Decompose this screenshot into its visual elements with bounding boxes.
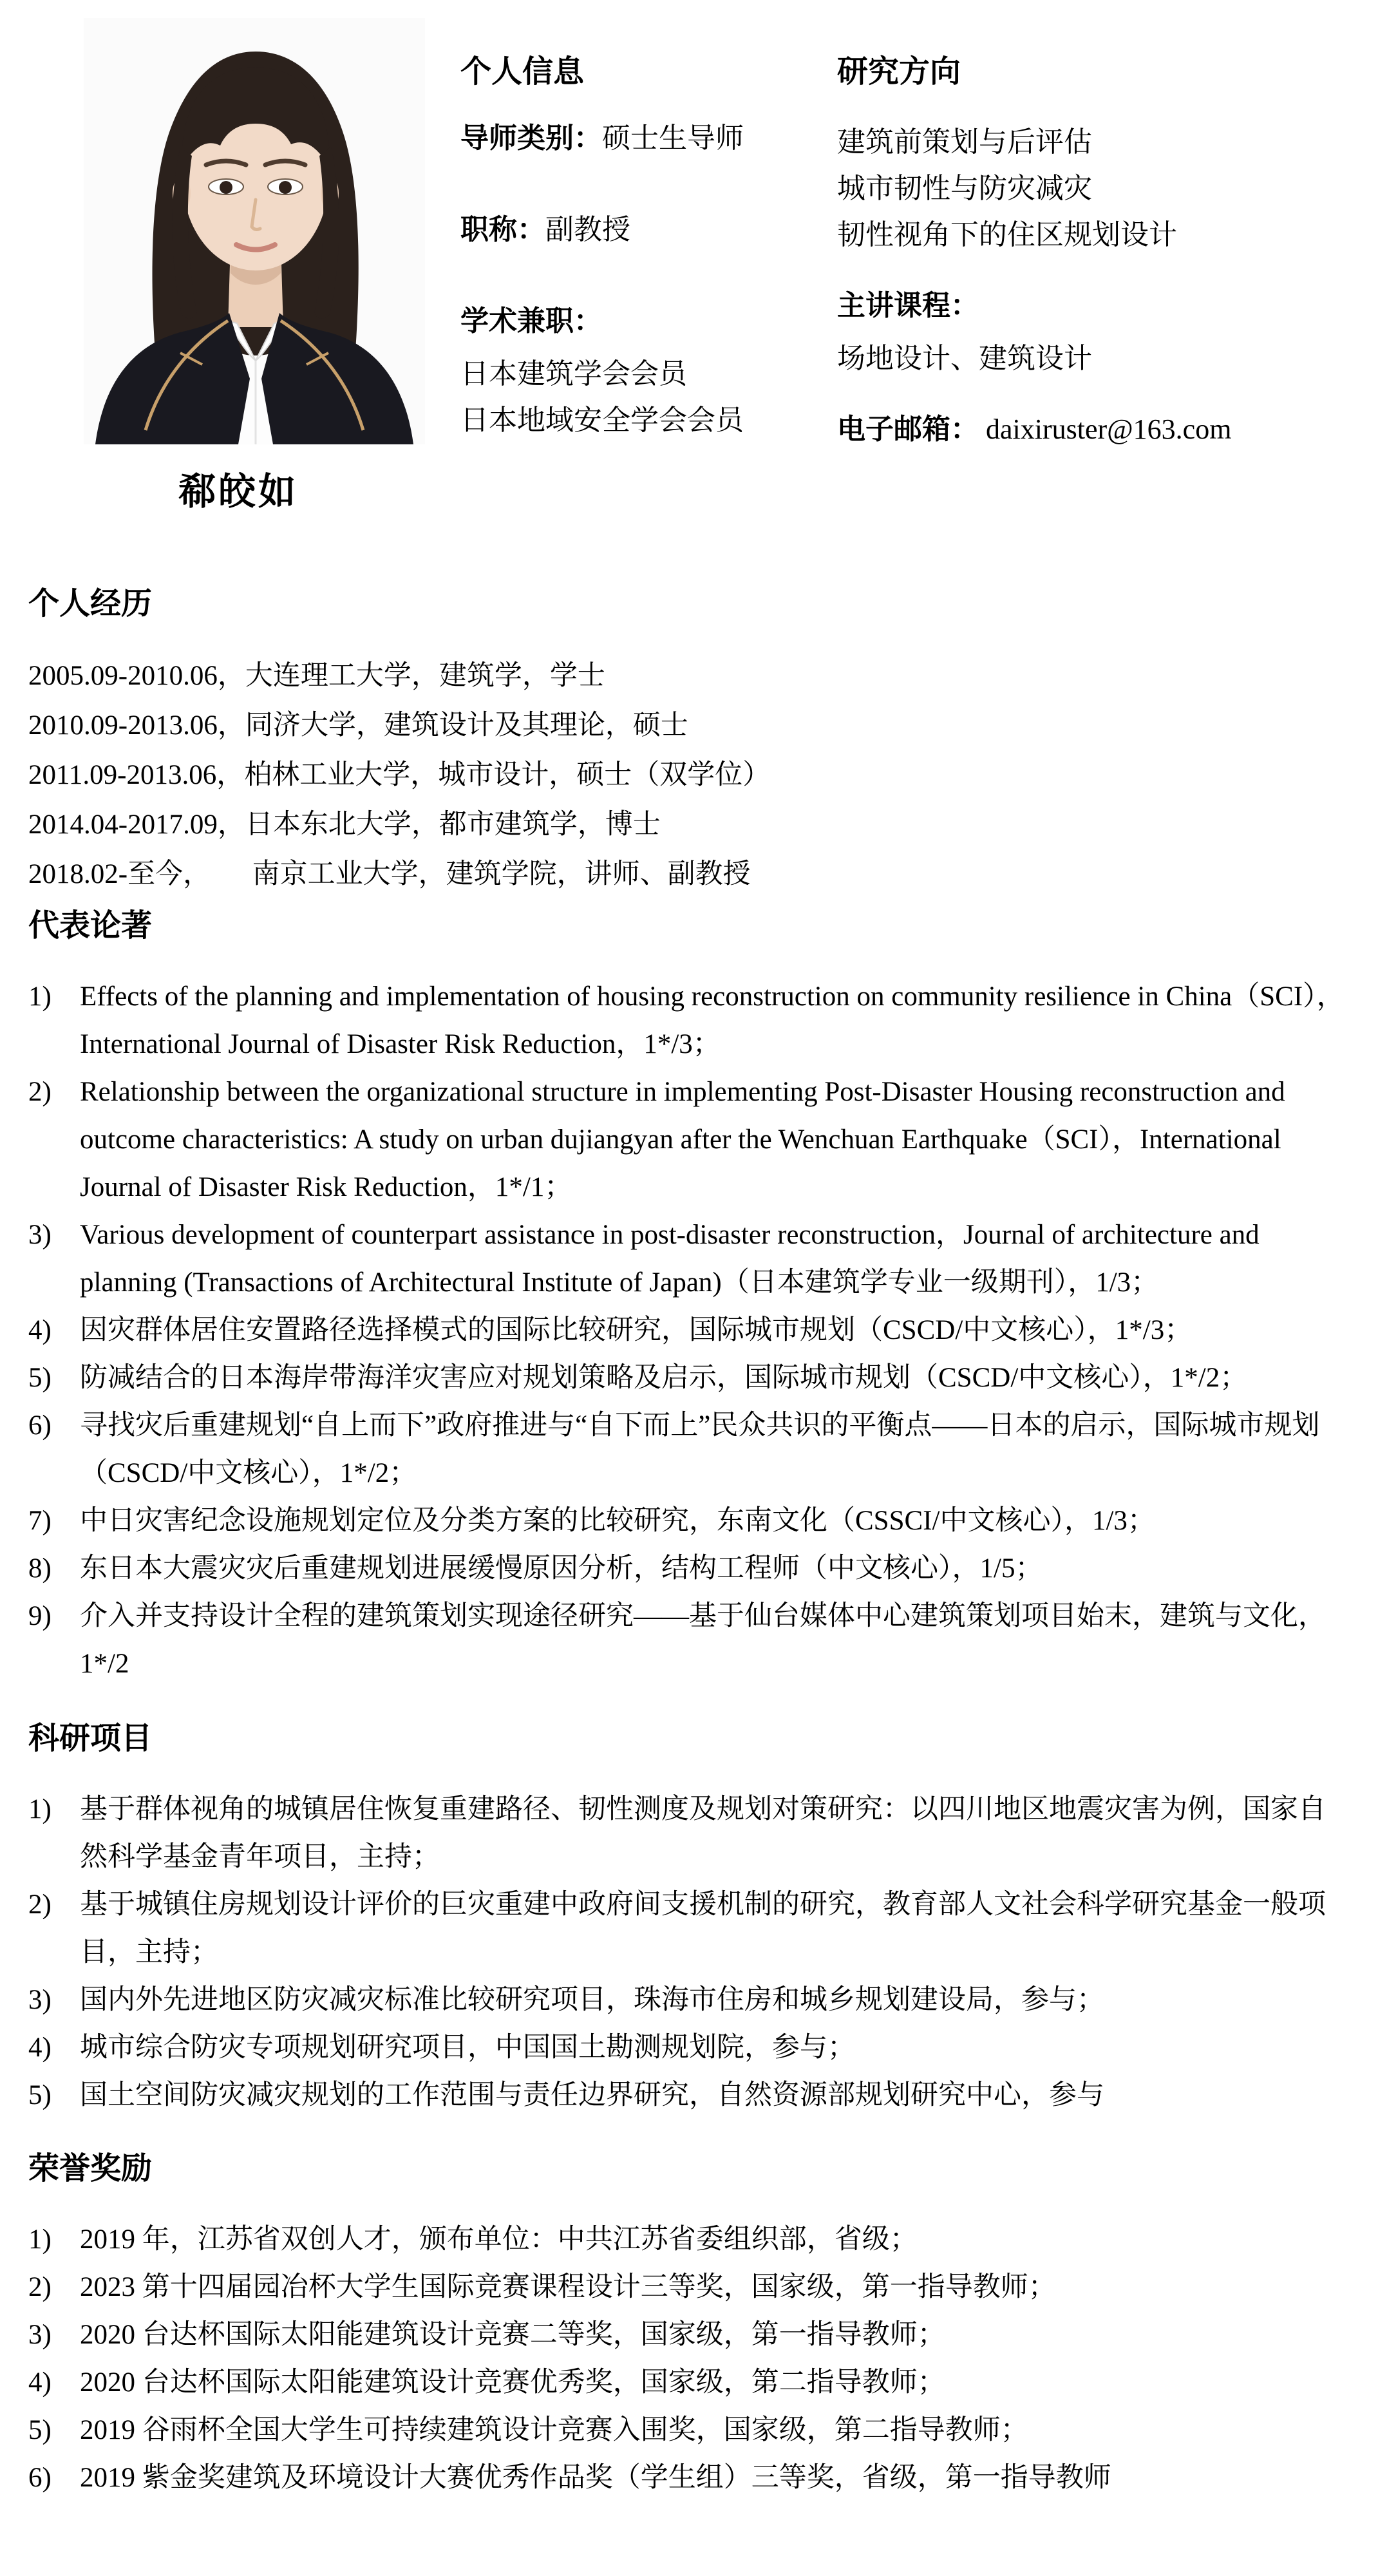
item-number: 1) [28,2224,52,2255]
item-number: 4) [28,2367,52,2398]
item-number: 3) [28,2320,52,2350]
experience-item: 2010.09-2013.06，同济大学，建筑设计及其理论，硕士 [28,710,688,741]
research-direction: 城市韧性与防灾减灾 [837,173,1092,204]
item-text: 中日灾害纪念设施规划定位及分类方案的比较研究，东南文化（CSSCI/中文核心），1/3； [80,1506,1155,1536]
item-text: 防减结合的日本海岸带海洋灾害应对规划策略及启示，国际城市规划（CSCD/中文核心），1*/2； [80,1363,1248,1393]
item-text: 介入并支持设计全程的建筑策划实现途径研究——基于仙台媒体中心建筑策划项目始末，建筑与文化，1*/2 [80,1601,1326,1679]
honors-section [28,2143,1352,2502]
item-text: Effects of the planning and implementation of housing reconstruction on community resilience in China（SCI），International Journal of Disaster Risk Reduction，1*/3； [80,981,1345,1059]
courses-label-row [837,287,1339,325]
item-text: 因灾群体居住安置路径选择模式的国际比较研究，国际城市规划（CSCD/中文核心），1*/3； [80,1315,1193,1345]
publications-list [28,973,1352,1688]
item-number: 4) [28,1315,52,1345]
publication-item [28,1307,1352,1354]
mentor-type-label: 导师类别： [460,122,602,154]
project-item [28,2072,1352,2119]
publication-item [28,1068,1352,1211]
project-item [28,1786,1352,1881]
publication-item [28,973,1352,1068]
project-item [28,1881,1352,1976]
publication-item [28,1545,1352,1593]
item-number: 6) [28,1410,52,1441]
projects-title: 科研项目 [28,1721,153,1756]
research-direction: 建筑前策划与后评估 [837,126,1092,158]
publication-item [28,1497,1352,1545]
honor-item [28,2407,1352,2454]
item-number: 2) [28,2272,52,2302]
item-number: 3) [28,1220,52,1250]
project-item [28,1976,1352,2024]
research-column [837,46,1339,449]
item-number: 5) [28,2415,52,2445]
mentor-type-row [460,119,824,158]
item-number: 5) [28,2080,52,2110]
experience-title: 个人经历 [28,587,153,621]
publications-section [28,900,1352,1688]
rank-value: 副教授 [545,214,630,245]
item-number: 4) [28,2032,52,2063]
projects-section [28,1713,1352,2119]
item-text: 东日本大震灾灾后重建规划进展缓慢原因分析，结构工程师（中文核心），1/5； [80,1553,1043,1584]
project-item [28,2024,1352,2072]
rank-label: 职称： [460,214,545,245]
item-text: 基于城镇住房规划设计评价的巨灾重建中政府间支援机制的研究，教育部人文社会科学研究基金一般项目，主持； [80,1889,1326,1967]
experience-item: 2018.02-至今， 南京工业大学，建筑学院，讲师、副教授 [28,859,751,889]
honor-item [28,2264,1352,2311]
email-row [837,410,1339,449]
academic-posts-row [460,302,824,341]
item-number: 2) [28,1077,52,1107]
item-number: 1) [28,1794,52,1824]
academic-posts-label: 学术兼职： [460,305,602,337]
item-number: 5) [28,1363,52,1393]
item-text: 基于群体视角的城镇居住恢复重建路径、韧性测度及规划对策研究：以四川地区地震灾害为例，国家自然科学基金青年项目，主持； [80,1794,1326,1872]
personal-info-column [460,46,824,444]
research-title: 研究方向 [837,55,961,89]
item-number: 1) [28,981,52,1012]
item-text: 城市综合防灾专项规划研究项目，中国国土勘测规划院，参与； [80,2032,855,2063]
item-number: 7) [28,1506,52,1536]
honors-list [28,2216,1352,2502]
email-label: 电子邮箱： [837,413,979,445]
academic-post-item: 日本建筑学会会员 [460,358,687,390]
item-text: Relationship between the organizational structure in implementing Post-Disaster Housing reconstruction and outcome characteristics: A study on urban dujiangyan after the Wenchuan Earthquake（SCI），International Journal of Disaster Risk Reduction，1*/1； [80,1077,1285,1202]
courses-label: 主讲课程： [837,290,979,321]
experience-section [28,578,1352,899]
item-text: 2023 第十四届园冶杯大学生国际竞赛课程设计三等奖，国家级，第一指导教师； [80,2272,1056,2302]
honors-title: 荣誉奖励 [28,2152,153,2186]
honor-item [28,2359,1352,2407]
projects-list [28,1786,1352,2119]
publication-item [28,1211,1352,1307]
item-text: 2020 台达杯国际太阳能建筑设计竞赛二等奖，国家级，第一指导教师； [80,2320,945,2350]
portrait-photo [84,18,425,444]
item-text: 寻找灾后重建规划“自上而下”政府推进与“自下而上”民众共识的平衡点——日本的启示，国际城市规划（CSCD/中文核心），1*/2； [80,1410,1320,1488]
publications-title: 代表论著 [28,909,153,943]
experience-item: 2005.09-2010.06，大连理工大学，建筑学，学士 [28,661,605,691]
academic-post-item: 日本地域安全学会会员 [460,404,744,436]
honor-item [28,2454,1352,2502]
item-number: 8) [28,1553,52,1584]
item-number: 2) [28,1889,52,1920]
publication-item [28,1593,1352,1688]
mentor-type-value: 硕士生导师 [602,122,744,154]
publication-item [28,1402,1352,1497]
item-text: 国土空间防灾减灾规划的工作范围与责任边界研究，自然资源部规划研究中心，参与 [80,2080,1104,2110]
item-text: 国内外先进地区防灾减灾标准比较研究项目，珠海市住房和城乡规划建设局，参与； [80,1985,1104,2015]
item-text: 2019 紫金奖建筑及环境设计大赛优秀作品奖（学生组）三等奖，省级，第一指导教师 [80,2463,1111,2493]
honor-item [28,2216,1352,2264]
item-text: 2019 谷雨杯全国大学生可持续建筑设计竞赛入围奖，国家级，第二指导教师； [80,2415,1028,2445]
portrait-illustration [84,18,425,444]
item-text: 2019 年，江苏省双创人才，颁布单位：中共江苏省委组织部，省级； [80,2224,918,2255]
rank-row [460,211,824,249]
honor-item [28,2311,1352,2359]
publication-item [28,1354,1352,1402]
research-direction: 韧性视角下的住区规划设计 [837,219,1177,251]
personal-info-title: 个人信息 [460,55,585,89]
item-number: 3) [28,1985,52,2015]
item-number: 6) [28,2463,52,2493]
email-value: daixiruster@163.com [986,413,1232,445]
person-name: 郗皎如 [178,471,298,513]
experience-item: 2014.04-2017.09，日本东北大学，都市建筑学，博士 [28,810,661,840]
courses-value: 场地设计、建筑设计 [837,343,1092,374]
item-number: 9) [28,1601,52,1631]
experience-item: 2011.09-2013.06，柏林工业大学，城市设计，硕士（双学位） [28,760,771,790]
item-text: 2020 台达杯国际太阳能建筑设计竞赛优秀奖，国家级，第二指导教师； [80,2367,945,2398]
item-text: Various development of counterpart assistance in post-disaster reconstruction，Journal of architecture and planning (Transactions of Architectural Institute of Japan)（日本建筑学专业一级期刊），1/3； [80,1220,1260,1298]
